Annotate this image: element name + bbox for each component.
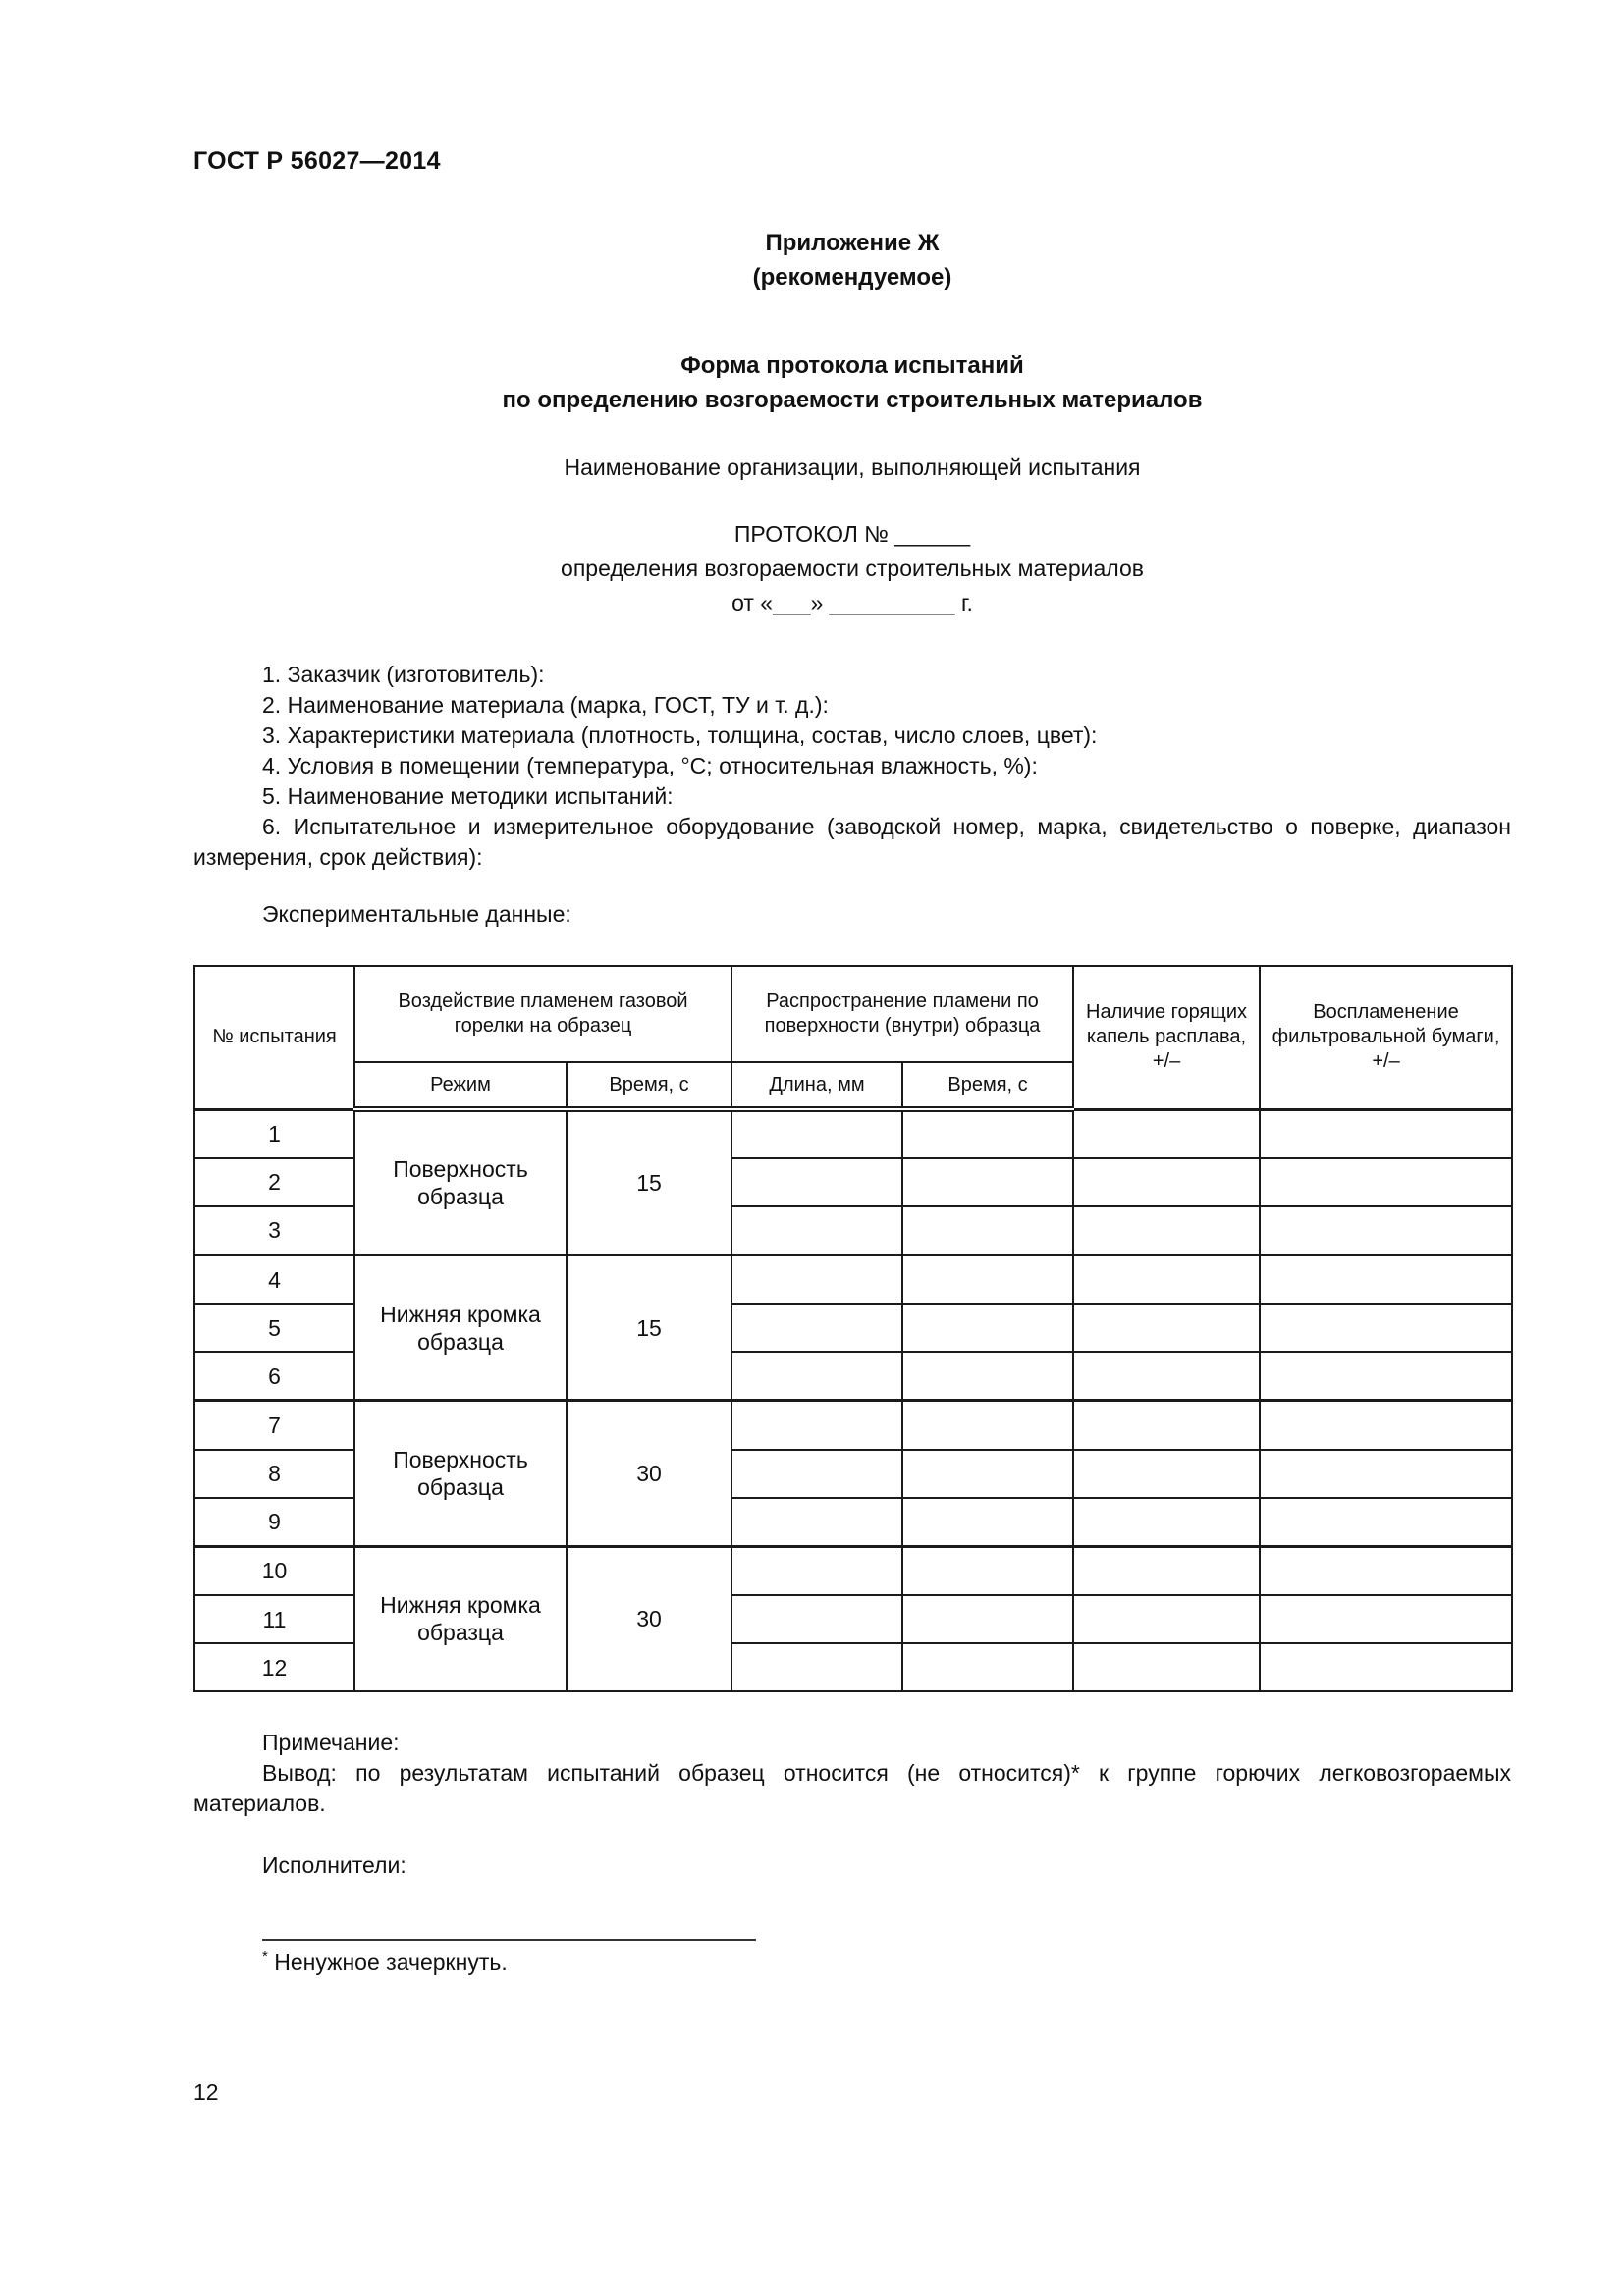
protocol-block bbox=[193, 517, 1511, 620]
drops-cell[interactable] bbox=[1073, 1304, 1260, 1352]
mode-cell: Поверхность образца bbox=[354, 1109, 567, 1255]
table-row bbox=[194, 1546, 1512, 1595]
drops-cell[interactable] bbox=[1073, 1401, 1260, 1450]
item-room-conditions: 4. Условия в помещении (температура, °С; относительная влажность, %): bbox=[262, 753, 1038, 778]
item-material-characteristics: 3. Характеристики материала (плотность, толщина, состав, число слоев, цвет): bbox=[262, 722, 1098, 748]
page-number: 12 bbox=[193, 2079, 219, 2105]
length-cell[interactable] bbox=[731, 1450, 902, 1498]
drops-cell[interactable] bbox=[1073, 1158, 1260, 1206]
spread-time-cell[interactable] bbox=[902, 1546, 1073, 1595]
paper-cell[interactable] bbox=[1260, 1546, 1512, 1595]
footnote-divider bbox=[262, 1939, 756, 1941]
form-title-line-2: по определению возгораемости строительных материалов bbox=[502, 387, 1203, 413]
test-number-cell: 3 bbox=[194, 1206, 354, 1255]
protocol-date: от «___» __________ г. bbox=[731, 590, 973, 615]
header-flame-exposure: Воздействие пламенем газовой горелки на образец bbox=[354, 966, 731, 1062]
length-cell[interactable] bbox=[731, 1643, 902, 1691]
table-row bbox=[194, 1255, 1512, 1304]
paper-cell[interactable] bbox=[1260, 1352, 1512, 1401]
length-cell[interactable] bbox=[731, 1498, 902, 1547]
protocol-items bbox=[193, 660, 1511, 873]
length-cell[interactable] bbox=[731, 1255, 902, 1304]
conclusion-text: Вывод: по результатам испытаний образец относится (не относится)* к группе горючих легковозгораемых материалов. bbox=[193, 1760, 1511, 1816]
header-paper-ignition: Воспламенение фильтровальной бумаги, +/– bbox=[1260, 966, 1512, 1109]
standard-designation: ГОСТ Р 56027—2014 bbox=[193, 147, 441, 175]
mode-cell: Поверхность образца bbox=[354, 1401, 567, 1546]
length-cell[interactable] bbox=[731, 1401, 902, 1450]
paper-cell[interactable] bbox=[1260, 1643, 1512, 1691]
paper-cell[interactable] bbox=[1260, 1450, 1512, 1498]
length-cell[interactable] bbox=[731, 1546, 902, 1595]
spread-time-cell[interactable] bbox=[902, 1401, 1073, 1450]
test-number-cell: 12 bbox=[194, 1643, 354, 1691]
paper-cell[interactable] bbox=[1260, 1498, 1512, 1547]
item-material-name: 2. Наименование материала (марка, ГОСТ, ТУ и т. д.): bbox=[262, 692, 829, 718]
mode-cell: Нижняя кромка образца bbox=[354, 1255, 567, 1400]
note-label: Примечание: bbox=[262, 1730, 400, 1755]
appendix-title: Приложение Ж bbox=[765, 230, 940, 256]
spread-time-cell[interactable] bbox=[902, 1304, 1073, 1352]
drops-cell[interactable] bbox=[1073, 1498, 1260, 1547]
drops-cell[interactable] bbox=[1073, 1643, 1260, 1691]
length-cell[interactable] bbox=[731, 1304, 902, 1352]
test-number-cell: 5 bbox=[194, 1304, 354, 1352]
drops-cell[interactable] bbox=[1073, 1109, 1260, 1158]
paper-cell[interactable] bbox=[1260, 1595, 1512, 1643]
paper-cell[interactable] bbox=[1260, 1304, 1512, 1352]
paper-cell[interactable] bbox=[1260, 1109, 1512, 1158]
paper-cell[interactable] bbox=[1260, 1206, 1512, 1255]
header-exposure-time: Время, с bbox=[567, 1062, 731, 1109]
spread-time-cell[interactable] bbox=[902, 1450, 1073, 1498]
appendix-heading bbox=[193, 226, 1511, 294]
test-number-cell: 9 bbox=[194, 1498, 354, 1547]
length-cell[interactable] bbox=[731, 1158, 902, 1206]
drops-cell[interactable] bbox=[1073, 1450, 1260, 1498]
appendix-status: (рекомендуемое) bbox=[752, 264, 952, 291]
header-spread-length: Длина, мм bbox=[731, 1062, 902, 1109]
test-number-cell: 6 bbox=[194, 1352, 354, 1401]
drops-cell[interactable] bbox=[1073, 1206, 1260, 1255]
drops-cell[interactable] bbox=[1073, 1546, 1260, 1595]
spread-time-cell[interactable] bbox=[902, 1255, 1073, 1304]
test-number-cell: 7 bbox=[194, 1401, 354, 1450]
spread-time-cell[interactable] bbox=[902, 1643, 1073, 1691]
test-results-table bbox=[193, 965, 1513, 1692]
exposure-time-cell: 30 bbox=[567, 1546, 731, 1691]
header-flame-spread: Распространение пламени по поверхности (внутри) образца bbox=[731, 966, 1073, 1062]
spread-time-cell[interactable] bbox=[902, 1498, 1073, 1547]
spread-time-cell[interactable] bbox=[902, 1595, 1073, 1643]
protocol-number: ПРОТОКОЛ № ______ bbox=[733, 521, 971, 547]
test-number-cell: 4 bbox=[194, 1255, 354, 1304]
test-number-cell: 2 bbox=[194, 1158, 354, 1206]
length-cell[interactable] bbox=[731, 1206, 902, 1255]
test-number-cell: 11 bbox=[194, 1595, 354, 1643]
spread-time-cell[interactable] bbox=[902, 1352, 1073, 1401]
footnote-mark: * bbox=[262, 1949, 268, 1965]
header-test-number: № испытания bbox=[194, 966, 354, 1109]
spread-time-cell[interactable] bbox=[902, 1158, 1073, 1206]
executors-label: Исполнители: bbox=[262, 1852, 406, 1878]
test-number-cell: 1 bbox=[194, 1109, 354, 1158]
mode-cell: Нижняя кромка образца bbox=[354, 1546, 567, 1691]
test-number-cell: 8 bbox=[194, 1450, 354, 1498]
header-burning-drops: Наличие горящих капель расплава, +/– bbox=[1073, 966, 1260, 1109]
drops-cell[interactable] bbox=[1073, 1595, 1260, 1643]
length-cell[interactable] bbox=[731, 1595, 902, 1643]
protocol-subject: определения возгораемости строительных материалов bbox=[561, 556, 1144, 581]
notes-block bbox=[193, 1728, 1511, 1819]
form-title bbox=[193, 348, 1511, 417]
header-spread-time: Время, с bbox=[902, 1062, 1073, 1109]
exposure-time-cell: 15 bbox=[567, 1109, 731, 1255]
spread-time-cell[interactable] bbox=[902, 1109, 1073, 1158]
form-title-line-1: Форма протокола испытаний bbox=[680, 352, 1024, 379]
item-equipment: 6. Испытательное и измерительное оборудование (заводской номер, марка, свидетельство о поверке, диапазон измерения, срок действия): bbox=[193, 814, 1511, 870]
length-cell[interactable] bbox=[731, 1109, 902, 1158]
drops-cell[interactable] bbox=[1073, 1352, 1260, 1401]
length-cell[interactable] bbox=[731, 1352, 902, 1401]
drops-cell[interactable] bbox=[1073, 1255, 1260, 1304]
header-mode: Режим bbox=[354, 1062, 567, 1109]
footnote-text: Ненужное зачеркнуть. bbox=[274, 1949, 508, 1975]
paper-cell[interactable] bbox=[1260, 1158, 1512, 1206]
spread-time-cell[interactable] bbox=[902, 1206, 1073, 1255]
item-customer: 1. Заказчик (изготовитель): bbox=[262, 662, 545, 687]
paper-cell[interactable] bbox=[1260, 1255, 1512, 1304]
exposure-time-cell: 15 bbox=[567, 1255, 731, 1400]
footnote bbox=[262, 1949, 508, 1976]
paper-cell[interactable] bbox=[1260, 1401, 1512, 1450]
table-row bbox=[194, 1109, 1512, 1158]
test-number-cell: 10 bbox=[194, 1546, 354, 1595]
experimental-data-label: Экспериментальные данные: bbox=[262, 901, 571, 927]
organization-name: Наименование организации, выполняющей испытания bbox=[564, 454, 1141, 480]
table-row bbox=[194, 1401, 1512, 1450]
item-test-method: 5. Наименование методики испытаний: bbox=[262, 783, 674, 809]
exposure-time-cell: 30 bbox=[567, 1401, 731, 1546]
